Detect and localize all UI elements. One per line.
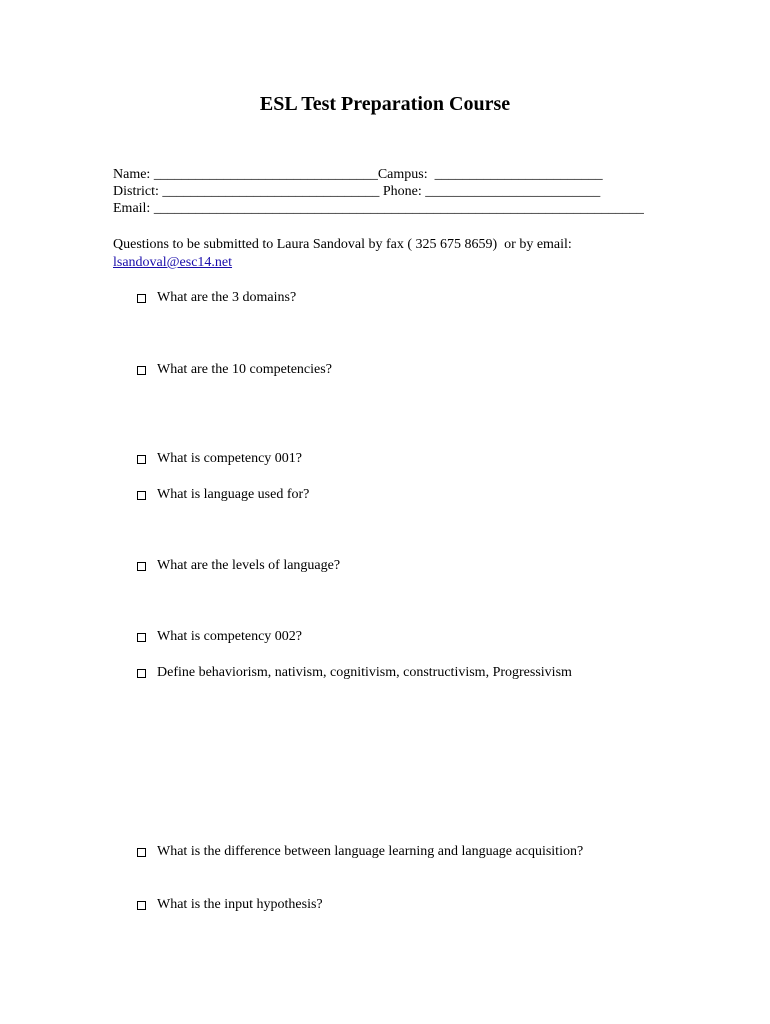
question-text: What is the difference between language learning and language acquisition? — [157, 844, 584, 859]
checkbox-icon[interactable] — [137, 633, 146, 642]
question-text: Define behaviorism, nativism, cognitivism, constructivism, Progressivism — [157, 665, 572, 680]
question-text: What is the input hypothesis? — [157, 897, 323, 912]
district-phone-line[interactable]: District: _______________________________ Phone: _________________________ — [113, 184, 601, 199]
question-item[interactable] — [137, 362, 332, 378]
question-item[interactable] — [137, 629, 302, 645]
question-text: What are the 3 domains? — [157, 290, 297, 305]
question-item[interactable] — [137, 451, 302, 467]
checkbox-icon[interactable] — [137, 562, 146, 571]
question-item[interactable] — [137, 665, 572, 681]
page-title: ESL Test Preparation Course — [259, 93, 511, 115]
instructions-text: Questions to be submitted to Laura Sandoval by fax ( 325 675 8659) or by email: — [113, 237, 572, 252]
question-item[interactable] — [137, 844, 583, 860]
checkbox-icon[interactable] — [137, 491, 146, 500]
checkbox-icon[interactable] — [137, 455, 146, 464]
question-item[interactable] — [137, 897, 323, 913]
checkbox-icon[interactable] — [137, 848, 146, 857]
question-text: What is competency 001? — [157, 451, 303, 466]
name-campus-line[interactable]: Name: ________________________________Campus: ________________________ — [113, 167, 603, 182]
question-item[interactable] — [137, 487, 309, 503]
email-link[interactable]: lsandoval@esc14.net — [113, 255, 233, 270]
checkbox-icon[interactable] — [137, 294, 146, 303]
checkbox-icon[interactable] — [137, 669, 146, 678]
checkbox-icon[interactable] — [137, 366, 146, 375]
question-text: What is competency 002? — [157, 629, 303, 644]
question-item[interactable] — [137, 558, 340, 574]
question-text: What are the 10 competencies? — [157, 362, 332, 377]
question-text: What are the levels of language? — [157, 558, 341, 573]
question-item[interactable] — [137, 290, 296, 306]
question-text: What is language used for? — [157, 487, 310, 502]
checkbox-icon[interactable] — [137, 901, 146, 910]
email-line[interactable]: Email: ______________________________________________________________________ — [113, 201, 644, 216]
